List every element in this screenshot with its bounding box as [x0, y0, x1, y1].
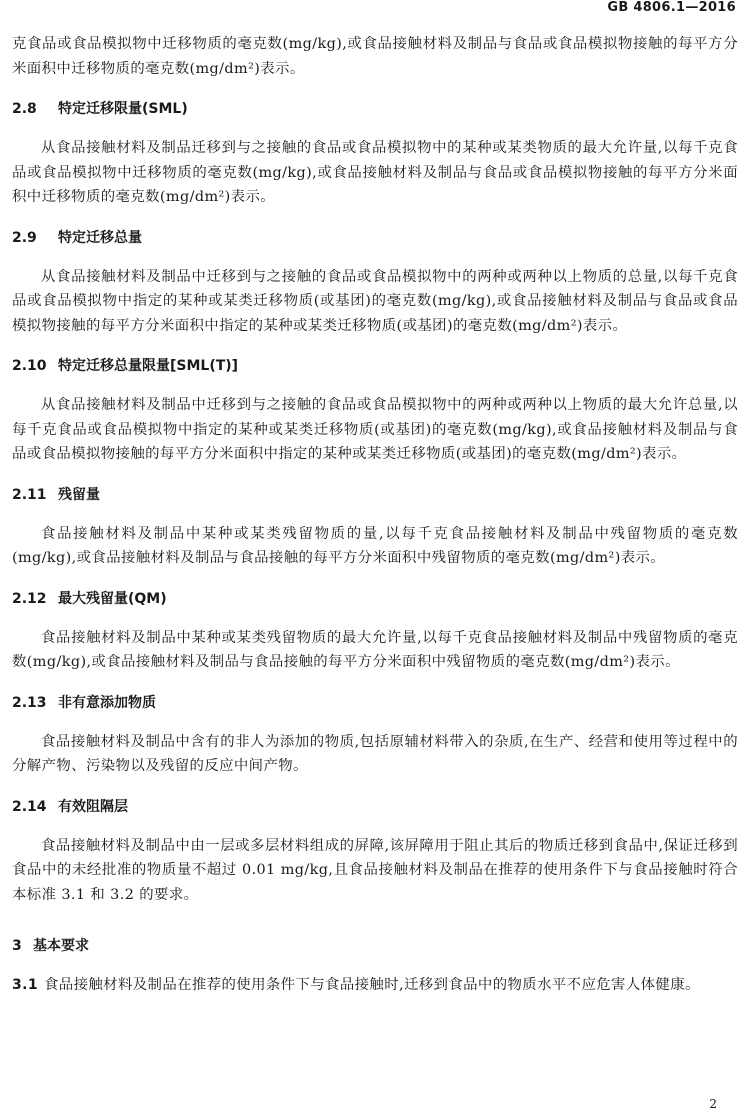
clause-3-1	[12, 973, 738, 998]
section-heading-3	[12, 935, 738, 957]
section-title: 有效阻隔层	[58, 798, 128, 815]
section-body-2-13: 食品接触材料及制品中含有的非人为添加的物质,包括原辅材料带入的杂质,在生产、经营和使用等过程中的分解产物、污染物以及残留的反应中间产物。	[12, 733, 738, 774]
section-body-2-14: 食品接触材料及制品中由一层或多层材料组成的屏障,该屏障用于阻止其后的物质迁移到食品中,保证迁移到食品中的未经批准的物质量不超过 0.01 mg/kg,且食品接触材料及制品在推荐的使用条件下与食品接触时符合本标准 3.1 和 3.2 的要求。	[12, 837, 738, 903]
section-number: 2.9	[12, 229, 37, 246]
section-title: 特定迁移总量	[58, 229, 142, 246]
section-title: 非有意添加物质	[58, 694, 156, 711]
section-number: 3	[12, 938, 22, 954]
continued-paragraph: 克食品或食品模拟物中迁移物质的毫克数(mg/kg),或食品接触材料及制品与食品或食品模拟物接触的每平方分米面积中迁移物质的毫克数(mg/dm²)表示。	[12, 36, 738, 77]
section-body-2-9: 从食品接触材料及制品中迁移到与之接触的食品或食品模拟物中的两种或两种以上物质的总量,以每千克食品或食品模拟物中指定的某种或某类迁移物质(或基团)的毫克数(mg/kg),或食品接触材料及制品与食品或食品模拟物接触的每平方分米面积中指定的某种或某类迁移物质(或基团)的毫克数(mg/dm²)表示。	[12, 268, 738, 334]
section-body-2-10: 从食品接触材料及制品中迁移到与之接触的食品或食品模拟物中的两种或两种以上物质的最大允许总量,以每千克食品或食品模拟物中指定的某种或某类迁移物质(或基团)的毫克数(mg/kg),或食品接触材料及制品与食品或食品模拟物接触的每平方分米面积中指定的某种或某类迁移物质(或基团)的毫克数(mg/dm²)表示。	[12, 397, 738, 462]
page-number: 2	[709, 1097, 717, 1111]
section-body-2-12: 食品接触材料及制品中某种或某类残留物质的最大允许量,以每千克食品接触材料及制品中残留物质的毫克数(mg/kg),或食品接触材料及制品与食品接触的每平方分米面积中残留物质的毫克数(mg/dm²)表示。	[12, 629, 738, 670]
section-heading-2-10	[12, 355, 738, 377]
section-title: 特定迁移总量限量[SML(T)]	[58, 358, 239, 374]
section-heading-2-12	[12, 588, 738, 610]
clause-number: 3.1	[12, 977, 39, 993]
section-number: 2.11	[12, 486, 47, 503]
section-title: 基本要求	[33, 938, 89, 954]
document-body	[12, 32, 738, 1015]
section-title: 残留量	[58, 486, 100, 503]
section-heading-2-14	[12, 796, 738, 818]
section-number: 2.13	[12, 694, 47, 711]
section-title: 特定迁移限量(SML)	[58, 101, 188, 117]
section-heading-2-13	[12, 692, 738, 714]
clause-text: 食品接触材料及制品在推荐的使用条件下与食品接触时,迁移到食品中的物质水平不应危害人体健康。	[44, 977, 700, 993]
section-number: 2.14	[12, 798, 47, 815]
section-number: 2.12	[12, 590, 47, 607]
section-number: 2.10	[12, 358, 47, 374]
section-heading-2-9	[12, 227, 738, 249]
section-heading-2-8	[12, 98, 738, 120]
section-heading-2-11	[12, 484, 738, 506]
section-body-2-11: 食品接触材料及制品中某种或某类残留物质的量,以每千克食品接触材料及制品中残留物质的毫克数(mg/kg),或食品接触材料及制品与食品接触的每平方分米面积中残留物质的毫克数(mg/dm²)表示。	[12, 525, 738, 566]
section-title: 最大残留量(QM)	[58, 590, 167, 607]
section-body-2-8: 从食品接触材料及制品迁移到与之接触的食品或食品模拟物中的某种或某类物质的最大允许量,以每千克食品或食品模拟物中迁移物质的毫克数(mg/kg),或食品接触材料及制品与食品或食品模拟物接触的每平方分米面积中迁移物质的毫克数(mg/dm²)表示。	[12, 140, 738, 205]
standard-header: GB 4806.1—2016	[607, 0, 736, 15]
section-number: 2.8	[12, 101, 37, 117]
